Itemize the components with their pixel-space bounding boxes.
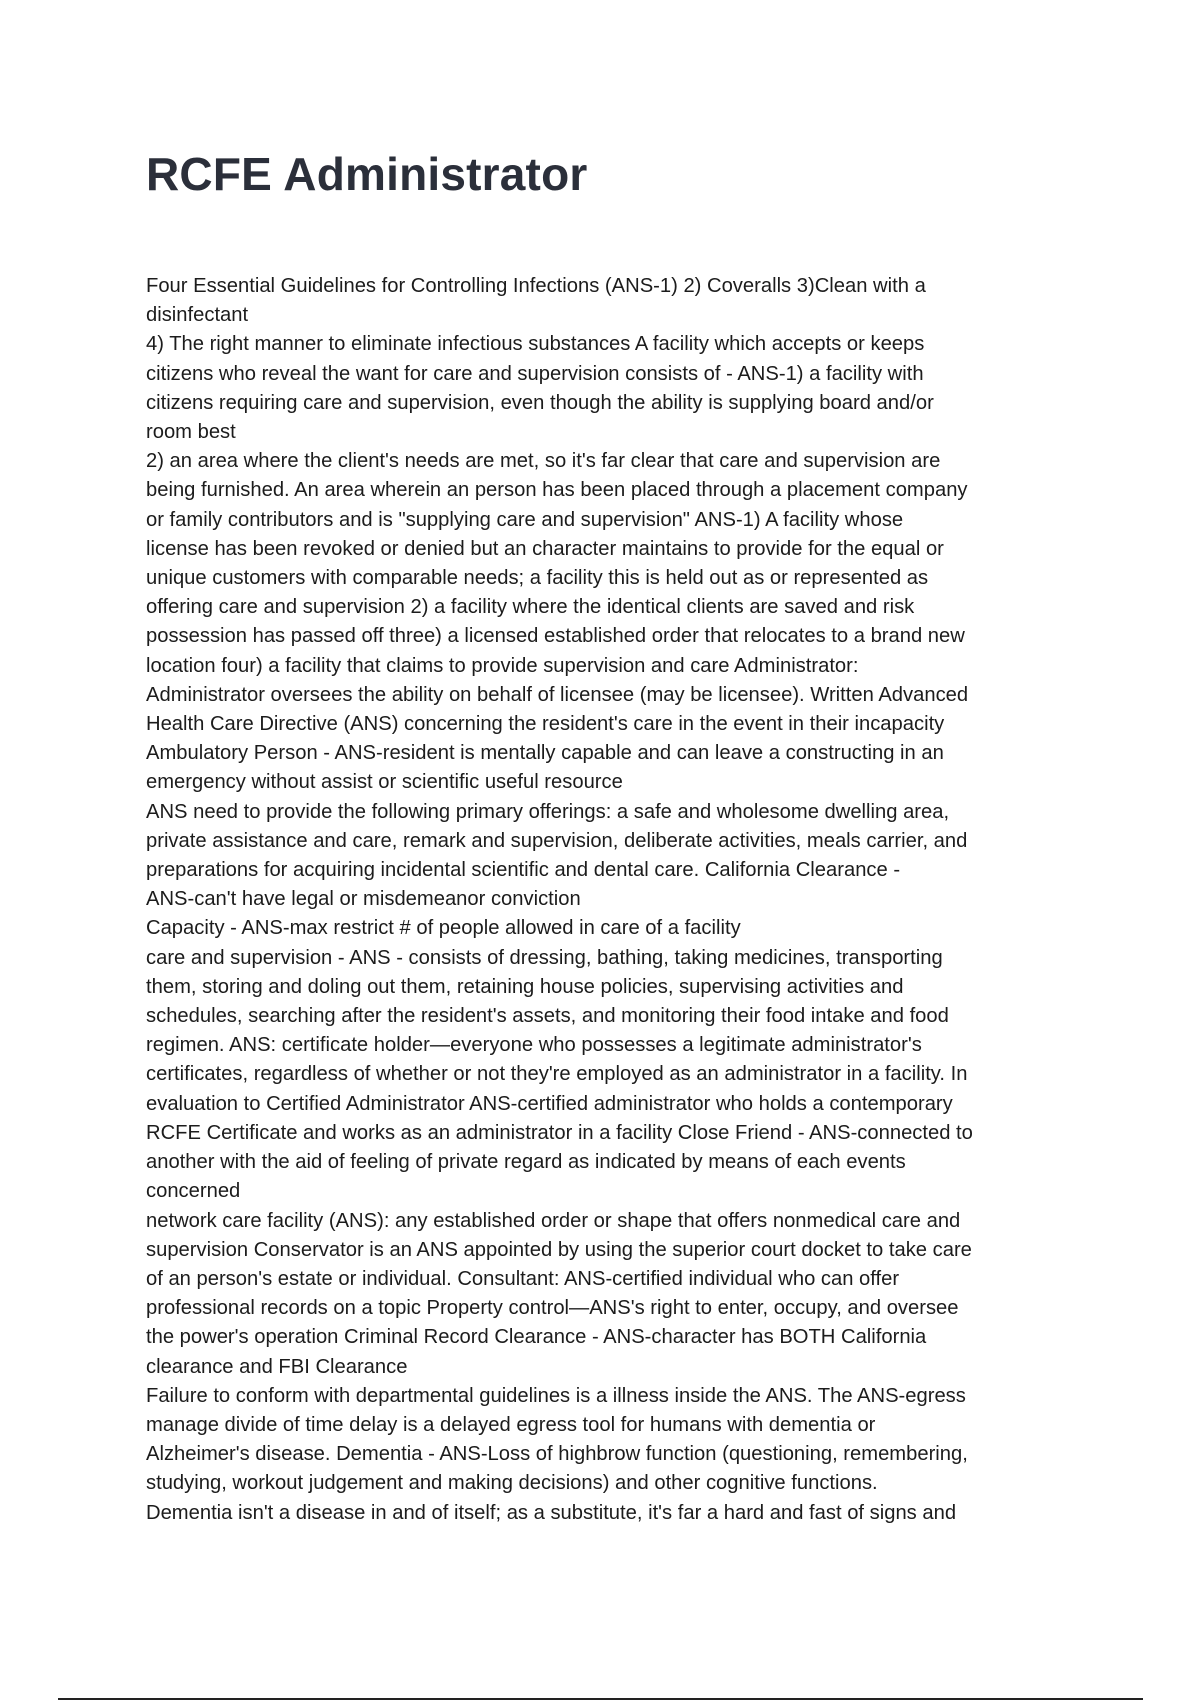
text-line: Four Essential Guidelines for Controlling Infections (ANS-1) 2) Coveralls 3)Clean with a [146, 275, 926, 297]
text-line: the power's operation Criminal Record Clearance - ANS-character has BOTH California [146, 1326, 927, 1349]
text-line: Alzheimer's disease. Dementia - ANS-Loss of highbrow function (questioning, remembering, [146, 1443, 968, 1466]
text-line: ANS-can't have legal or misdemeanor conviction [146, 888, 581, 911]
text-line: location four) a facility that claims to provide supervision and care Administrator: [146, 654, 859, 677]
document-body [146, 272, 1066, 1528]
text-line: offering care and supervision 2) a facility where the identical clients are saved and risk [146, 596, 915, 619]
text-line: regimen. ANS: certificate holder—everyone who possesses a legitimate administrator's [146, 1034, 922, 1057]
text-line: studying, workout judgement and making decisions) and other cognitive functions. [146, 1472, 878, 1495]
text-line: citizens who reveal the want for care and supervision consists of - ANS-1) a facility with [146, 362, 924, 385]
text-line: of an person's estate or individual. Consultant: ANS-certified individual who can offer [146, 1267, 900, 1290]
text-line: care and supervision - ANS - consists of dressing, bathing, taking medicines, transporting [146, 946, 943, 969]
text-line: possession has passed off three) a licensed established order that relocates to a brand new [146, 625, 965, 648]
text-line: ANS need to provide the following primary offerings: a safe and wholesome dwelling area, [146, 800, 950, 823]
text-line: clearance and FBI Clearance [146, 1355, 408, 1378]
text-line: schedules, searching after the resident's assets, and monitoring their food intake and food [146, 1005, 949, 1028]
text-line: unique customers with comparable needs; a facility this is held out as or represented as [146, 567, 929, 590]
text-line: Capacity - ANS-max restrict # of people allowed in care of a facility [146, 917, 741, 940]
text-line: being furnished. An area wherein an person has been placed through a placement company [146, 479, 968, 502]
text-line: 4) The right manner to eliminate infectious substances A facility which accepts or keeps [146, 333, 925, 356]
text-line: Failure to conform with departmental guidelines is a illness inside the ANS. The ANS-egress [146, 1384, 966, 1407]
text-line: RCFE Certificate and works as an administrator in a facility Close Friend - ANS-connected to [146, 1121, 973, 1144]
text-line: 2) an area where the client's needs are met, so it's far clear that care and supervision are [146, 450, 941, 473]
text-line: network care facility (ANS): any established order or shape that offers nonmedical care and [146, 1209, 961, 1232]
text-line: another with the aid of feeling of private regard as indicated by means of each events [146, 1151, 906, 1174]
text-line: room best [146, 421, 236, 444]
text-line: license has been revoked or denied but an character maintains to provide for the equal or [146, 537, 944, 560]
text-line: or family contributors and is "supplying care and supervision" ANS-1) A facility whose [146, 508, 904, 531]
text-line: evaluation to Certified Administrator ANS-certified administrator who holds a contemporary [146, 1092, 953, 1115]
text-line: private assistance and care, remark and supervision, deliberate activities, meals carrier, and [146, 829, 968, 852]
text-line: disinfectant [146, 304, 249, 327]
text-line: Ambulatory Person - ANS-resident is mentally capable and can leave a constructing in an [146, 742, 944, 765]
text-line: professional records on a topic Property control—ANS's right to enter, occupy, and oversee [146, 1297, 959, 1320]
page-title: RCFE Administrator [146, 148, 588, 200]
text-line: manage divide of time delay is a delayed egress tool for humans with dementia or [146, 1413, 876, 1436]
text-line: supervision Conservator is an ANS appointed by using the superior court docket to take care [146, 1238, 972, 1261]
text-line: concerned [146, 1180, 241, 1203]
text-line: citizens requiring care and supervision, even though the ability is supplying board and/or [146, 391, 934, 414]
text-line: them, storing and doling out them, retaining house policies, supervising activities and [146, 975, 904, 998]
text-line: preparations for acquiring incidental scientific and dental care. California Clearance - [146, 859, 901, 882]
text-line: emergency without assist or scientific useful resource [146, 771, 623, 794]
text-line: Administrator oversees the ability on behalf of licensee (may be licensee). Written Advanced [146, 683, 969, 706]
text-line: Dementia isn't a disease in and of itself; as a substitute, it's far a hard and fast of signs and [146, 1501, 957, 1524]
text-line: certificates, regardless of whether or not they're employed as an administrator in a facility. In [146, 1063, 968, 1086]
text-line: Health Care Directive (ANS) concerning the resident's care in the event in their incapacity [146, 713, 945, 736]
